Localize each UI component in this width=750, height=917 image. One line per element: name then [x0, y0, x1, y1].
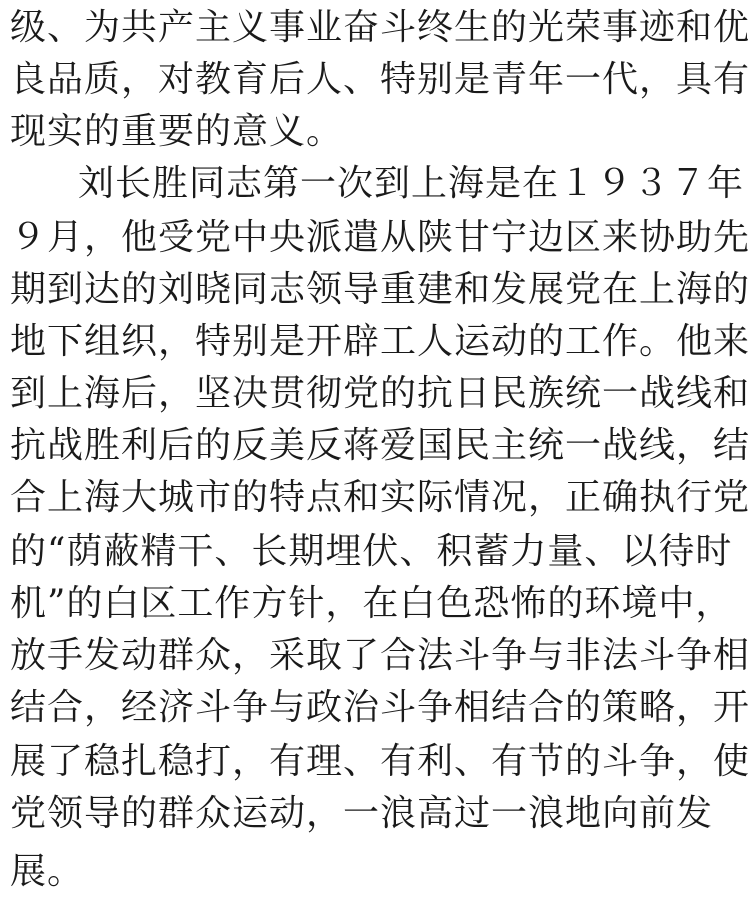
text-line: 的“荫蔽精干、长期埋伏、积蓄力量、以待时: [10, 531, 733, 572]
text-line: 放手发动群众，采取了合法斗争与非法斗争相: [10, 635, 750, 676]
text-line: 地下组织，特别是开辟工人运动的工作。他来: [10, 321, 750, 362]
text-line: 展了稳扎稳打，有理、有利、有节的斗争，使: [10, 741, 750, 782]
text-line: 现实的重要的意义。: [10, 111, 344, 152]
text-line: ９月，他受党中央派遣从陕甘宁边区来协助先: [10, 217, 750, 258]
text-line: 良品质，对教育后人、特别是青年一代，具有: [10, 59, 750, 100]
text-line: 期到达的刘晓同志领导重建和发展党在上海的: [10, 269, 750, 310]
text-line: 机”的白区工作方针，在白色恐怖的环境中，: [10, 583, 733, 624]
text-line: 结合，经济斗争与政治斗争相结合的策略，开: [10, 687, 750, 728]
text-line: 展。: [10, 851, 85, 892]
text-line: 级、为共产主义事业奋斗终生的光荣事迹和优: [10, 7, 750, 48]
text-line: 抗战胜利后的反美反蒋爱国民主统一战线，结: [10, 425, 750, 466]
text-line: 党领导的群众运动，一浪高过一浪地向前发: [10, 793, 714, 834]
text-line: 到上海后，坚决贯彻党的抗日民族统一战线和: [10, 373, 750, 414]
paragraph-start-line: 刘长胜同志第一次到上海是在１９３７年: [78, 163, 745, 204]
text-line: 合上海大城市的特点和实际情况，正确执行党: [10, 477, 750, 518]
